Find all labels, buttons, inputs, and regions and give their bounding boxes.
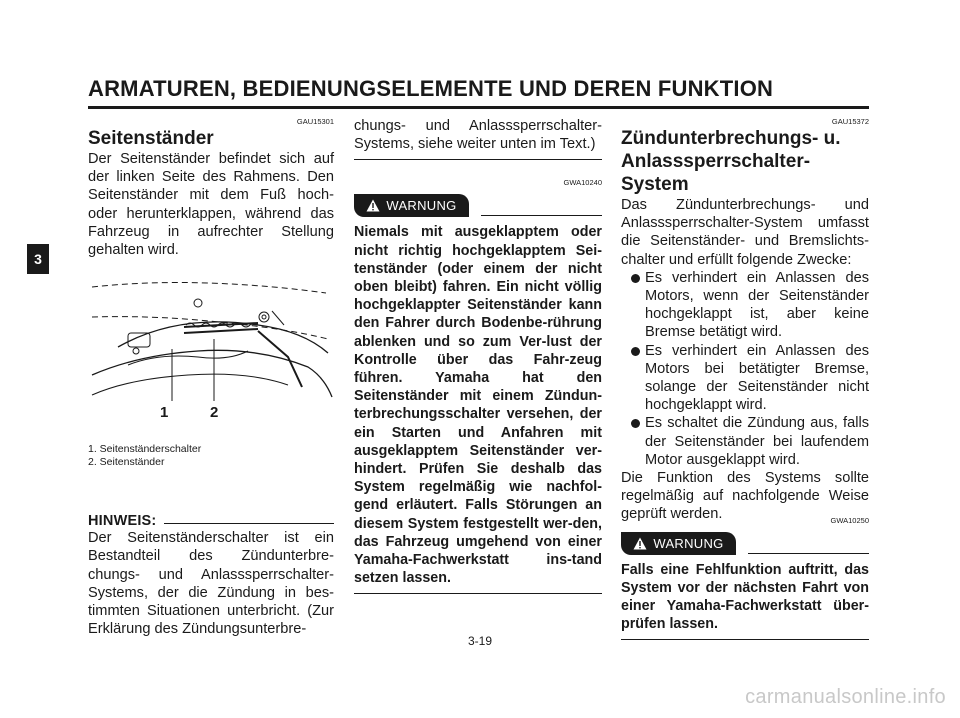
section-text: Der Seitenständer befindet sich auf der linken Seite des Rahmens. Den Seitenständer mit dem Fuß hoch- oder herunterklappen, während das Fahrzeug in aufrechter Stellung gehalten wird. bbox=[88, 151, 334, 259]
list-item: Es verhindert ein Anlassen des Motors bei betätigter Bremse, solange der Seitenständer nicht hochgeklappt wird. bbox=[621, 342, 869, 415]
column-1 bbox=[88, 117, 334, 638]
warning-header bbox=[621, 532, 869, 555]
column-3 bbox=[621, 117, 869, 640]
header-rule bbox=[88, 106, 869, 109]
warning-header bbox=[354, 194, 602, 217]
note-heading: HINWEIS: bbox=[88, 513, 157, 530]
section-rule bbox=[354, 159, 602, 160]
warning-code: GWA10250 bbox=[830, 515, 869, 525]
warning-label: WARNUNG bbox=[386, 198, 457, 214]
chapter-tab: 3 bbox=[27, 244, 49, 274]
warning-triangle-icon bbox=[633, 537, 647, 550]
page-number: 3-19 bbox=[467, 634, 493, 648]
caption-item: 2. Seitenständer bbox=[88, 456, 165, 469]
warning-rule bbox=[748, 553, 869, 554]
section-heading: Seitenständer bbox=[88, 128, 214, 149]
warning-label: WARNUNG bbox=[653, 535, 724, 551]
bullet-list bbox=[621, 269, 869, 469]
warning-triangle-icon bbox=[366, 199, 380, 212]
section-after-text: Die Funktion des Systems sollte regelmäßig auf nachfolgende Weise geprüft werden. bbox=[621, 470, 869, 523]
figure-caption bbox=[88, 443, 334, 469]
warning-badge bbox=[354, 194, 469, 217]
warning-code: GWA10240 bbox=[563, 178, 602, 188]
note-rule bbox=[164, 523, 334, 524]
bullet-icon bbox=[631, 274, 640, 283]
section-code: GAU15301 bbox=[296, 117, 334, 126]
warning-text: Falls eine Fehlfunktion auftritt, das System vor der nächsten Fahrt von einer Yamaha-Fachwerkstatt über-prüfen lassen. bbox=[621, 561, 869, 633]
note-header bbox=[88, 513, 334, 529]
bullet-icon bbox=[631, 347, 640, 356]
watermark: carmanualsonline.info bbox=[745, 686, 946, 708]
figure-label-1: 1 bbox=[160, 404, 169, 422]
warning-end-rule bbox=[354, 593, 602, 594]
warning-badge bbox=[621, 532, 736, 555]
page-header-title: ARMATUREN, BEDIENUNGSELEMENTE UND DEREN FUNKTION bbox=[88, 76, 774, 101]
warning-rule bbox=[481, 215, 602, 216]
column-2 bbox=[354, 117, 602, 594]
bullet-icon bbox=[631, 419, 640, 428]
list-item: Es schaltet die Zündung aus, falls der Seitenständer bei laufendem Motor ausgeklappt wird. bbox=[621, 414, 869, 469]
figure-label-2: 2 bbox=[210, 404, 219, 422]
note-text: Der Seitenständerschalter ist ein Bestandteil des Zündunterbre-chungs- und Anlasssperrschalter-Systems, der die Zündung in bes-timmten Situationen unterbricht. (Zur Erklärung des Zündungsunterbre- bbox=[88, 530, 334, 638]
section-heading: Zündunterbrechungs- u. Anlasssperrschalter-System bbox=[621, 128, 841, 195]
warning-text: Niemals mit ausgeklapptem oder nicht richtig hochgeklapptem Sei-tenständer (oder einem der nicht oben bleibt) fahren. Ein nicht völlig hochgeklappter Seitenständer kann den Fahrer durch Bodenbe-rührung ablenken und so zum Ver-lust der Kontrolle über das Fahr-zeug führen. Yamaha hat den Seitenständer mit einem Zündun-terbrechungsschalter versehen, der ein Starten und Anfahren mit ausgeklapptem Seitenständer ver-hindert. Prüfen Sie deshalb das System regelmäßig wie nachfol-gend erläutert. Falls Störungen an diesem System festgestellt wer-den, das Fahrzeug umgehend von einer Yamaha-Fachwerkstatt ins-tand setzen lassen. bbox=[354, 224, 602, 587]
list-item: Es verhindert ein Anlassen des Motors, wenn der Seitenständer hochgeklappt ist, aber keine Bremse betätigt wird. bbox=[621, 269, 869, 342]
section-intro: Das Zündunterbrechungs- und Anlasssperrschalter-System umfasst die Seitenständer- und Bremslichts-chalter und erfüllt folgende Zwecke: bbox=[621, 197, 869, 268]
sidestand-illustration bbox=[88, 267, 334, 437]
section-code: GAU15372 bbox=[831, 117, 869, 126]
continued-text: chungs- und Anlasssperrschalter-Systems, siehe weiter unten im Text.) bbox=[354, 118, 602, 153]
caption-item: 1. Seitenständerschalter bbox=[88, 443, 202, 456]
